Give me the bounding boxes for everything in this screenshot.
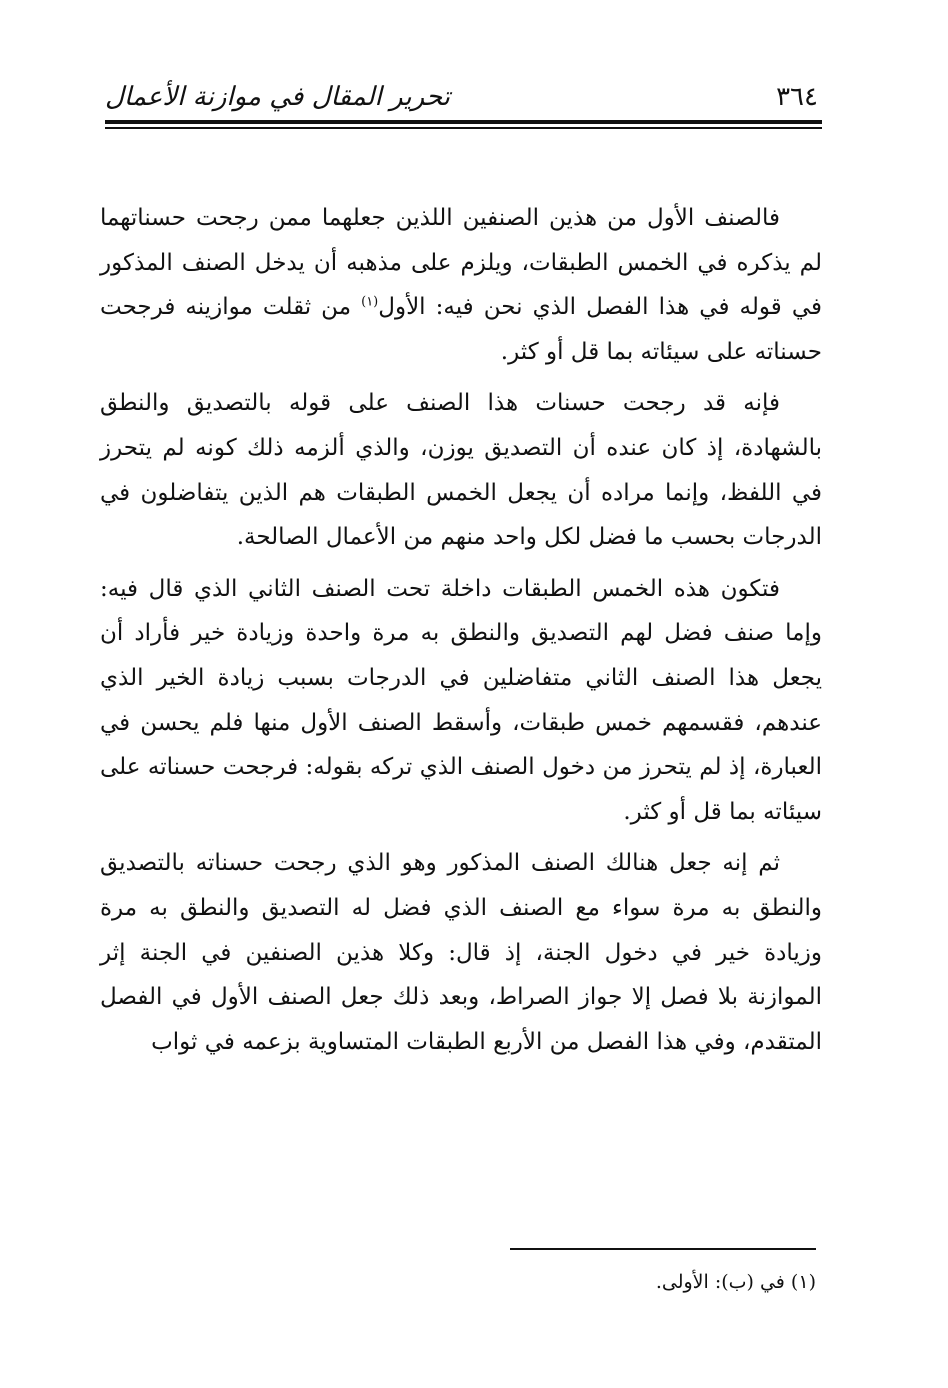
header-rule-thick bbox=[105, 120, 822, 124]
paragraph-3: فتكون هذه الخمس الطبقات داخلة تحت الصنف الثاني الذي قال فيه: وإما صنف فضل لهم التصديق والنطق به مرة واحدة وزيادة خير فأراد أن يجعل هذا الصنف الثاني متفاضلين في الدرجات بسبب زيادة الخير الذي عندهم، فقسمهم خمس طبقات، وأسقط الصنف الأول منها فلم يحسن في العبارة، إذ لم يتحرز من دخول الصنف الذي تركه بقوله: فرجحت حسناته على سيئاته بما قل أو كثر. bbox=[100, 575, 822, 825]
page-number: ٣٦٤ bbox=[776, 82, 818, 112]
footnote-marker: (١) bbox=[361, 294, 379, 310]
paragraph-4: ثم إنه جعل هنالك الصنف المذكور وهو الذي رجحت حسناته بالتصديق والنطق به مرة سواء مع الصنف الذي فضل له التصديق والنطق به مرة وزيادة خير في دخول الجنة، إذ قال: وكلا هذين الصنفين في الجنة إثر الموازنة بلا فصل إلا جواز الصراط، وبعد ذلك جعل الصنف الأول في الفصل المتقدم، وفي هذا الفصل من الأربع الطبقات المتساوية بزعمه في ثواب bbox=[100, 850, 822, 1055]
page-header bbox=[105, 78, 822, 122]
footnote-separator bbox=[510, 1248, 816, 1250]
paragraph-1-text-after: من ثقلت موازينه فرجحت حسناته على سيئاته بما قل أو كثر. bbox=[100, 294, 822, 365]
footnote: (١) في (ب): الأولى. bbox=[655, 1271, 816, 1293]
running-title: تحرير المقال في موازنة الأعمال bbox=[105, 82, 450, 112]
paragraph-1 bbox=[100, 196, 822, 374]
main-text bbox=[100, 196, 822, 1071]
paragraph-2: فإنه قد رجحت حسنات هذا الصنف على قوله بالتصديق والنطق بالشهادة، إذ كان عنده أن التصديق يوزن، والذي ألزمه ذلك كونه لم يتحرز في اللفظ، وإنما مراده أن يجعل الخمس الطبقات هم الذين يتفاضلون في الدرجات بحسب ما فضل لكل واحد منهم من الأعمال الصالحة. bbox=[100, 390, 822, 551]
paragraph-1-text-before: فالصنف الأول من هذين الصنفين اللذين جعلهما ممن رجحت حسناتهما لم يذكره في الخمس الطبقات، ويلزم على مذهبه أن يدخل الصنف المذكور في قوله في هذا الفصل الذي نحن فيه: الأول bbox=[100, 205, 823, 321]
header-rule-thin bbox=[105, 127, 822, 129]
